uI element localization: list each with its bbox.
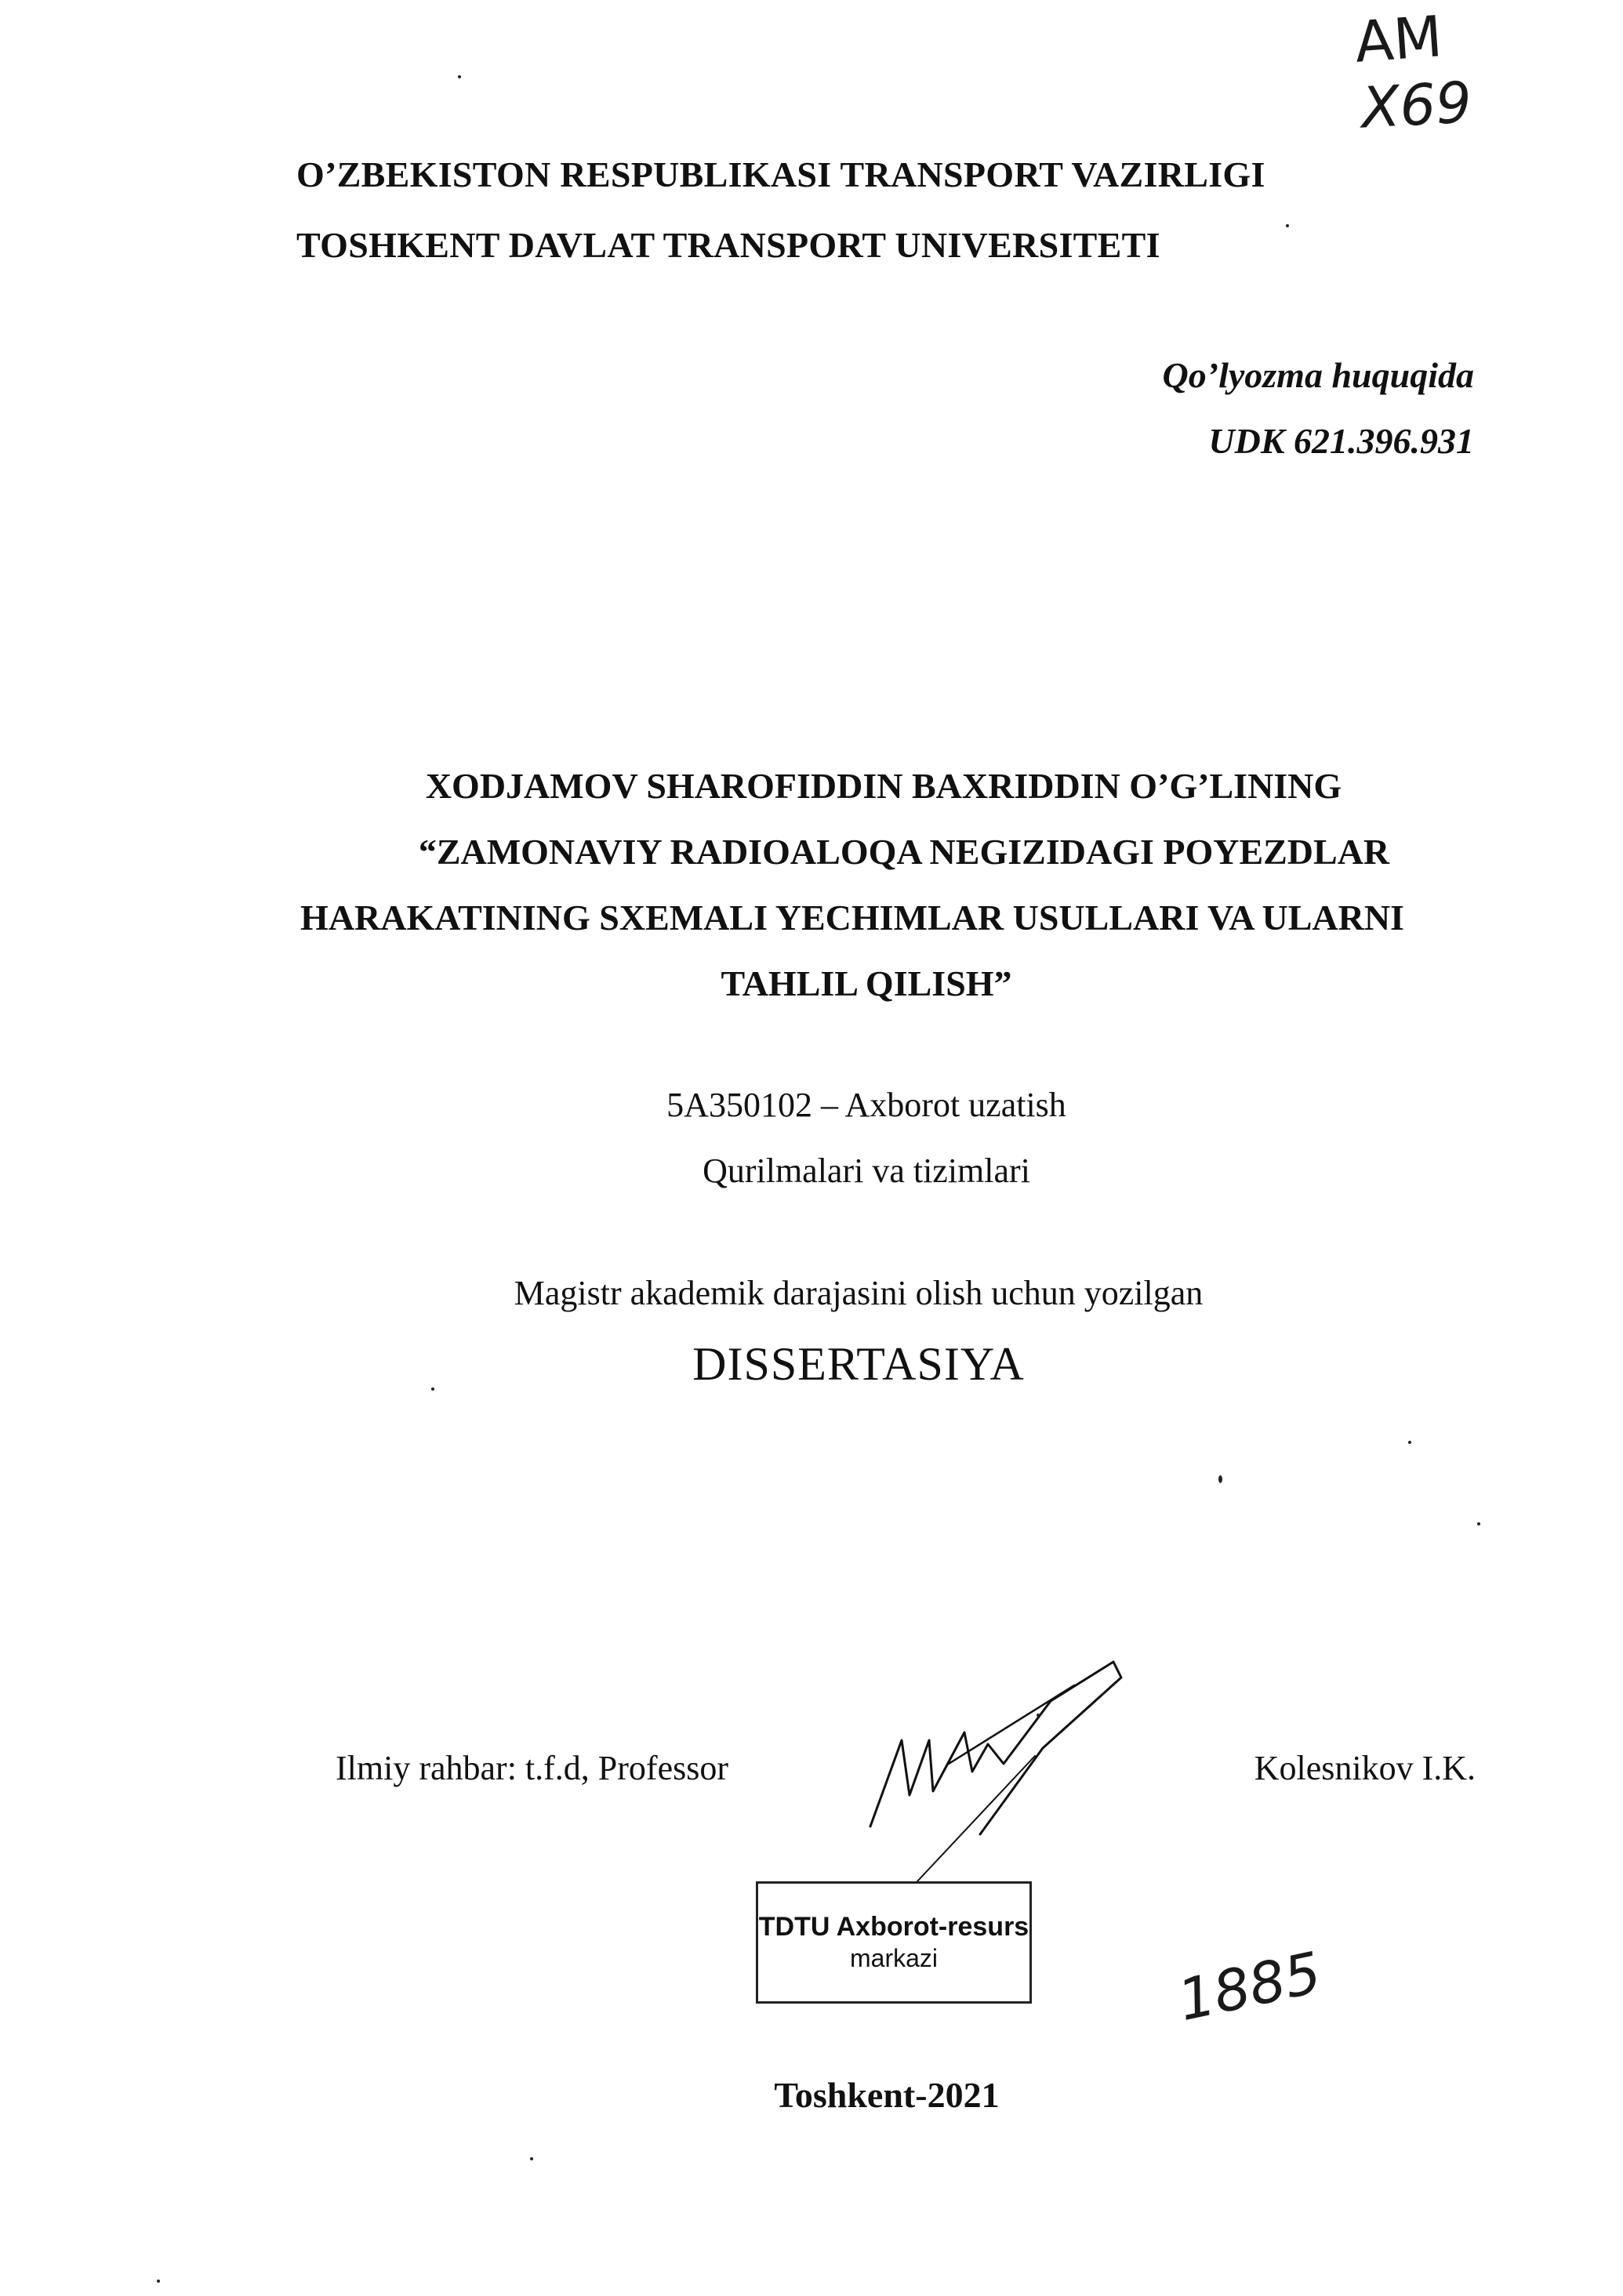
handwritten-code-line1: АМ <box>1352 3 1445 75</box>
handwritten-inventory-number: 1885 <box>1172 1939 1327 2034</box>
title-line-2: HARAKATINING SXEMALI YECHIMLAR USULLARI VA ULARNI <box>300 898 1404 938</box>
university-heading: TOSHKENT DAVLAT TRANSPORT UNIVERSITETI <box>296 225 1160 265</box>
author-line: XODJAMOV SHAROFIDDIN BAXRIDDIN O’G’LINING <box>425 766 1342 806</box>
ministry-heading: O’ZBEKISTON RESPUBLIKASI TRANSPORT VAZIRLIGI <box>296 154 1265 194</box>
scan-speck <box>1408 1441 1411 1444</box>
title-line-1: “ZAMONAVIY RADIOALOQA NEGIZIDAGI POYEZDLAR <box>418 832 1390 872</box>
stamp-line-1: TDTU Axborot-resurs <box>758 1912 1029 1942</box>
scan-speck <box>431 1387 434 1391</box>
specialty-code: 5A350102 – Axborot uzatish <box>666 1086 1066 1124</box>
signature-drawing <box>855 1654 1137 1889</box>
scan-speck <box>530 2157 533 2160</box>
scan-speck <box>458 75 461 78</box>
title-line-3: TAHLIL QILISH” <box>721 963 1012 1003</box>
degree-purpose: Magistr akademik darajasini olish uchun yozilgan <box>514 1274 1204 1312</box>
advisor-label: Ilmiy rahbar: t.f.d, Professor <box>336 1749 728 1787</box>
library-stamp <box>756 1881 1032 2004</box>
handwritten-code-line2: X69 <box>1359 69 1474 141</box>
scan-speck <box>1037 1714 1040 1717</box>
stamp-line-2: markazi <box>849 1944 938 1972</box>
city-year: Toshkent-2021 <box>774 2075 1000 2115</box>
udk-code: UDK 621.396.931 <box>1208 421 1474 461</box>
document-type: DISSERTASIYA <box>692 1338 1025 1390</box>
scan-speck <box>1286 224 1289 227</box>
scan-speck <box>1477 1522 1480 1525</box>
scan-speck <box>1218 1475 1222 1483</box>
manuscript-rights-label: Qo’lyozma huquqida <box>1162 355 1474 395</box>
scan-speck <box>157 2280 160 2283</box>
advisor-name: Kolesnikov I.K. <box>1254 1749 1476 1787</box>
specialty-name: Qurilmalari va tizimlari <box>703 1152 1030 1190</box>
